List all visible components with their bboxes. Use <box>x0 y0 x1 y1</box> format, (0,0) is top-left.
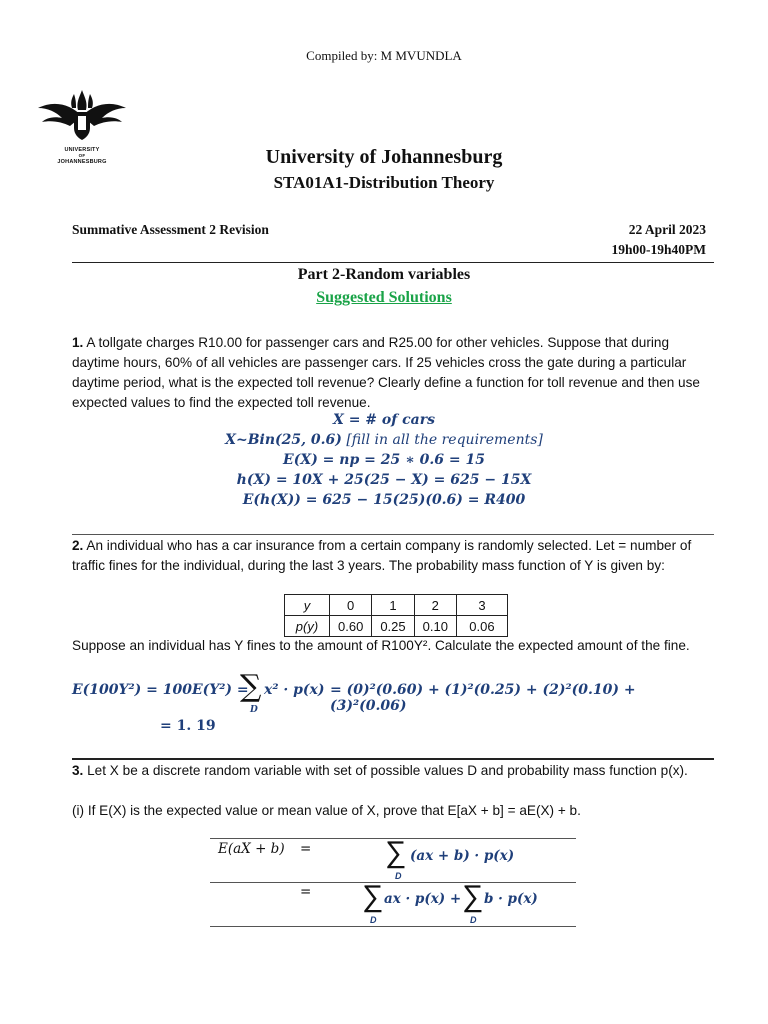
sum-symbol: ∑ <box>462 880 484 913</box>
q1-line1: X = # of cars <box>332 412 436 428</box>
sum-subscript: D <box>470 915 477 925</box>
suggested-solutions-link: Suggested Solutions <box>316 289 452 306</box>
pmf-value-cell: 0.10 <box>414 616 456 637</box>
q3-number: 3. <box>72 763 84 778</box>
q1-line2 <box>0 432 768 448</box>
logo-text-2: OF <box>78 153 86 158</box>
q3-body: Let X be a discrete random variable with set of possible values D and probability mass function p(x). <box>87 763 688 778</box>
sum-subscript: D <box>370 915 377 925</box>
q1-body: A tollgate charges R10.00 for passenger cars and R25.00 for other vehicles. Suppose that during daytime hours, 60% of all vehicles are passenger cars. If 25 vehicles cross the gate during a particular daytime period, what is the expected toll revenue? Clearly define a function for toll revenue and then use expected values to find the expected toll revenue. <box>72 335 700 410</box>
assessment-time: 19h00-19h40PM <box>611 242 706 257</box>
sum-symbol: ∑ <box>362 880 384 913</box>
q2-divider <box>72 758 714 760</box>
q2-eq-lhs: E(100Y²) = 100E(Y²) = <box>72 682 249 698</box>
proof-middle-rule <box>210 882 576 883</box>
logo-text-1: UNIVERSITY <box>64 147 100 153</box>
assessment-title: Summative Assessment 2 Revision <box>72 222 269 237</box>
sum-symbol: ∑ <box>240 669 262 704</box>
q2-text <box>72 536 712 576</box>
pmf-header-cell: 3 <box>456 595 507 616</box>
q1-number: 1. <box>72 335 84 350</box>
q1-text <box>72 333 712 413</box>
part-title: Part 2-Random variables <box>297 266 471 283</box>
q1-line2-note: [fill in all the requirements] <box>346 432 543 448</box>
pmf-value-row <box>285 616 508 637</box>
course-title: STA01A1-Distribution Theory <box>273 173 495 192</box>
q1-line4: h(X) = 10X + 25(25 − X) = 625 − 15X <box>236 472 532 488</box>
proof-row2-rhs-a: ax · p(x) + <box>384 891 462 907</box>
pmf-value-cell: 0.06 <box>456 616 507 637</box>
q1-line2-dist: X~Bin(25, 0.6) <box>225 432 342 448</box>
pmf-header-row <box>285 595 508 616</box>
eagle-logo-icon <box>34 86 130 142</box>
pmf-value-cell: 0.25 <box>372 616 414 637</box>
proof-bottom-rule <box>210 926 576 927</box>
proof-row1-eq: = <box>300 841 312 857</box>
q2-eq-sum-term: x² · p(x) <box>264 682 325 698</box>
q1-divider <box>72 534 714 535</box>
pmf-header-cell: 0 <box>330 595 372 616</box>
q3-text <box>72 761 712 781</box>
q1-line3: E(X) = np = 25 ∗ 0.6 = 15 <box>283 452 485 468</box>
proof-row1-rhs: (ax + b) · p(x) <box>410 848 515 864</box>
assessment-date: 22 April 2023 <box>628 222 706 237</box>
pmf-table <box>284 594 508 637</box>
logo-text-3: JOHANNESBURG <box>57 159 107 165</box>
pmf-header-cell: y <box>285 595 330 616</box>
proof-row1-lhs: E(aX + b) <box>218 841 285 857</box>
q1-line5: E(h(X)) = 625 − 15(25)(0.6) = R400 <box>242 492 526 508</box>
compiled-by: Compiled by: M MVUNDLA <box>306 48 462 63</box>
university-name: University of Johannesburg <box>265 146 503 168</box>
pmf-header-cell: 1 <box>372 595 414 616</box>
q2-result: = 1. 19 <box>160 718 216 734</box>
q2-body: An individual who has a car insurance from a certain company is randomly selected. Let = number of traffic fines for the individual, during the last 3 years. The probability mass function of Y is given by: <box>72 538 692 573</box>
q2-equation <box>72 669 712 720</box>
header-divider <box>72 262 714 263</box>
pmf-value-cell: 0.60 <box>330 616 372 637</box>
q3-part-i: (i) If E(X) is the expected value or mean value of X, prove that E[aX + b] = aE(X) + b. <box>72 803 581 818</box>
proof-row2-rhs-b: b · p(x) <box>484 891 538 907</box>
proof-row2-eq: = <box>300 884 312 900</box>
q2-text2: Suppose an individual has Y fines to the amount of R100Y². Calculate the expected amount of the fine. <box>72 638 690 653</box>
q2-eq-rhs: = (0)²(0.60) + (1)²(0.25) + (2)²(0.10) + (3)²(0.06) <box>330 682 636 714</box>
sum-subscript: D <box>250 705 258 715</box>
q2-number: 2. <box>72 538 84 553</box>
sum-symbol: ∑ <box>385 836 407 869</box>
sum-subscript: D <box>395 871 402 881</box>
pmf-value-cell: p(y) <box>285 616 330 637</box>
pmf-header-cell: 2 <box>414 595 456 616</box>
